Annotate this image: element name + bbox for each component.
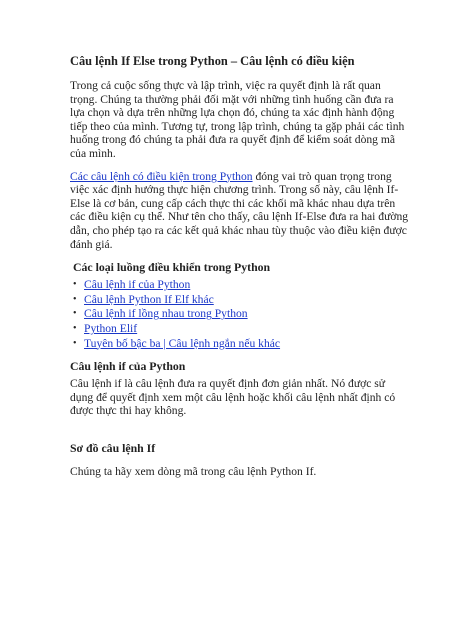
- bullet-icon: •: [73, 279, 77, 291]
- spacer: [70, 427, 410, 441]
- list-item: [73, 278, 410, 293]
- bullet-icon: •: [73, 337, 77, 349]
- list-item: [73, 336, 410, 352]
- python-if-heading: Câu lệnh if của Python: [70, 359, 186, 374]
- control-flow-list: [70, 278, 410, 351]
- if-diagram-paragraph: Chúng ta hãy xem dòng mã trong câu lệnh Python If.: [70, 464, 317, 478]
- conditional-paragraph: [70, 170, 410, 252]
- link-nested-if[interactable]: Câu lệnh if lồng nhau trong Python: [84, 307, 248, 321]
- link-python-if[interactable]: Câu lệnh if của Python: [84, 278, 191, 292]
- link-python-if-else[interactable]: Câu lệnh Python If Elf khác: [84, 292, 214, 306]
- control-flow-types-heading: Các loại luồng điều khiển trong Python: [73, 260, 271, 275]
- if-diagram-heading: Sơ đồ câu lệnh If: [70, 440, 156, 455]
- link-ternary[interactable]: Tuyên bố bậc ba | Câu lệnh ngắn nếu khác: [84, 336, 281, 350]
- bullet-icon: •: [73, 308, 77, 320]
- python-if-paragraph: Câu lệnh if là câu lệnh đưa ra quyết định đơn giản nhất. Nó được sử dụng để quyết định xem một câu lệnh hoặc khối câu lệnh nhất định có được thực thi hay không.: [70, 377, 396, 418]
- link-python-elif[interactable]: Python Elif: [84, 321, 138, 335]
- list-item: [73, 292, 410, 308]
- intro-paragraph: Trong cả cuộc sống thực và lập trình, việc ra quyết định là rất quan trọng. Chúng ta thường phải đối mặt với những tình huống cần đưa ra lựa chọn và dựa trên những lựa chọn đó, chúng ta xác định hành động tiếp theo của mình. Tương tự, trong lập trình, chúng ta gặp phải các tình huống trong đó chúng ta phải đưa ra quyết định để kiểm soát dòng mã của mình.: [70, 79, 405, 160]
- bullet-icon: •: [73, 322, 77, 334]
- list-item: [73, 307, 410, 322]
- bullet-icon: •: [73, 293, 77, 305]
- conditional-statements-link[interactable]: Các câu lệnh có điều kiện trong Python: [70, 169, 253, 183]
- conditional-paragraph-text: đóng vai trò quan trọng trong việc xác định hướng thực hiện chương trình. Trong số này, câu lệnh If-Else là cơ bản, cung cấp cách thực thi các khối mã khác nhau dựa trên các điều kiện cụ thể. Như tên cho thấy, câu lệnh If-Else đưa ra hai đường dẫn, cho phép tạo ra các kết quả khác nhau tùy thuộc vào điều kiện được đánh giá.: [70, 169, 409, 251]
- page-title: Câu lệnh If Else trong Python – Câu lệnh có điều kiện: [70, 54, 355, 68]
- list-item: [73, 321, 410, 337]
- document-content: [70, 54, 410, 487]
